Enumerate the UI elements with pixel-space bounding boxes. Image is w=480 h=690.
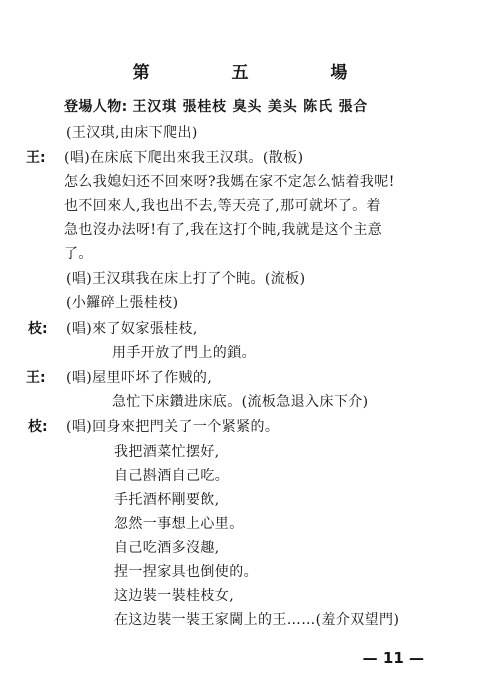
- dialogue-line: (唱)王汉琪我在床上打了个盹。(流板): [66, 271, 306, 287]
- dialogue-line: 忽然一事想上心里。: [114, 516, 244, 532]
- stage-direction-intro: (王汉琪,由床下爬出): [66, 125, 198, 141]
- speaker-wang: 王:: [26, 150, 46, 166]
- dialogue-line: 自己斟酒自己吃。: [114, 468, 230, 484]
- speaker-wang: 王:: [26, 370, 46, 386]
- dialogue-line: 这边裝一裝桂枝女,: [114, 588, 235, 604]
- speaker-zhi: 枝:: [28, 419, 48, 435]
- dialogue-line: 怎么我媳妇还不回來呀?我媽在家不定怎么惦着我呢!: [64, 174, 395, 190]
- dialogue-line: (唱)來了奴家張桂枝,: [66, 321, 198, 337]
- dialogue-line: (唱)屋里吓坏了作贼的,: [66, 370, 213, 386]
- dialogue-line: 也不回來人,我也出不去,等天亮了,那可就坏了。着: [64, 198, 381, 214]
- dialogue-line: 捏一捏家具也倒使的。: [114, 564, 258, 580]
- page-number: — 11 —: [362, 649, 424, 667]
- cast-list: [64, 98, 368, 116]
- dialogue-line: 急也沒办法呀!有了,我在这打个盹,我就是这个主意: [64, 222, 383, 238]
- stage-direction-enter: (小鑼碎上張桂枝): [66, 295, 179, 311]
- scene-title: 第 五 場: [132, 63, 386, 83]
- dialogue-line: 我把酒菜忙摆好,: [114, 444, 220, 460]
- dialogue-line: 用手开放了門上的鎖。: [112, 345, 256, 361]
- speaker-zhi: 枝:: [28, 321, 48, 337]
- dialogue-line: 自己吃酒多沒趣,: [114, 540, 220, 556]
- dialogue-line: 手托酒杯剛要飲,: [114, 492, 220, 508]
- dialogue-line: (唱)在床底下爬出來我王汉琪。(散板): [64, 150, 304, 166]
- dialogue-line: 了。: [64, 246, 93, 262]
- cast-label: 登場人物:: [64, 99, 128, 115]
- dialogue-line: 急忙下床鑽进床底。(流板急退入床下介): [112, 394, 369, 410]
- dialogue-line: 在这边裝一裝王家閫上的王……(羞介双望門): [114, 612, 400, 628]
- cast-names: 王汉琪 張桂枝 臭头 美头 陈氏 張合: [132, 99, 369, 115]
- dialogue-line: (唱)回身來把門关了一个紧紧的。: [66, 419, 280, 435]
